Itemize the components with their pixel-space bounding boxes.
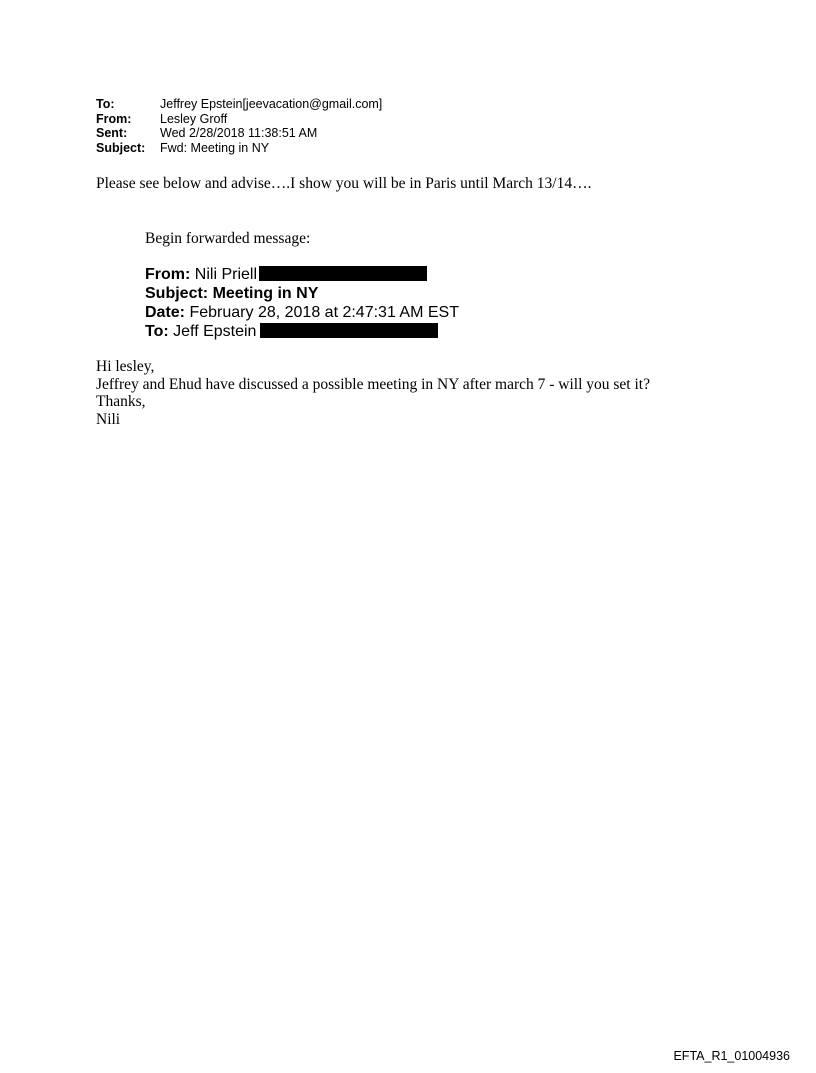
header-row-from [96, 112, 382, 127]
body-line: Nili [96, 410, 121, 428]
header-row-subject [96, 141, 382, 156]
fwd-to-line [145, 322, 459, 341]
fwd-from-value: Nili Priell [194, 266, 258, 283]
redaction-block [260, 323, 438, 338]
document-id: EFTA_R1_01004936 [673, 1049, 790, 1063]
redaction-block [259, 266, 427, 281]
header-row-sent [96, 126, 382, 141]
fwd-subject-label: Subject: [145, 285, 209, 302]
fwd-to-label: To: [145, 323, 169, 340]
header-row-to [96, 97, 382, 112]
from-label: From: [96, 111, 132, 126]
to-value: Jeffrey Epstein[jeevacation@gmail.com] [160, 97, 383, 111]
fwd-subject-value: Meeting in NY [212, 285, 319, 302]
fwd-subject-line [145, 284, 459, 303]
fwd-date-value: February 28, 2018 at 2:47:31 AM EST [189, 304, 459, 321]
intro-text: Please see below and advise….I show you will be in Paris until March 13/14…. [96, 175, 592, 192]
fwd-to-value: Jeff Epstein [173, 323, 257, 340]
body-line: Hi lesley, [96, 358, 155, 375]
forwarded-intro: Begin forwarded message: [145, 230, 311, 247]
forwarded-header [145, 265, 459, 341]
fwd-from-label: From: [145, 266, 191, 283]
message-body [96, 358, 650, 428]
fwd-date-line [145, 303, 459, 322]
to-label: To: [96, 97, 115, 111]
subject-label: Subject: [96, 140, 146, 155]
fwd-from-line [145, 265, 459, 284]
sent-value: Wed 2/28/2018 11:38:51 AM [160, 126, 318, 141]
body-line: Thanks, [96, 393, 146, 410]
fwd-date-label: Date: [145, 304, 186, 321]
from-value: Lesley Groff [160, 111, 228, 126]
sent-label: Sent: [96, 126, 128, 141]
body-line: Jeffrey and Ehud have discussed a possible meeting in NY after march 7 - will you set it? [96, 375, 650, 393]
email-header [96, 97, 382, 155]
subject-value: Fwd: Meeting in NY [160, 140, 270, 155]
